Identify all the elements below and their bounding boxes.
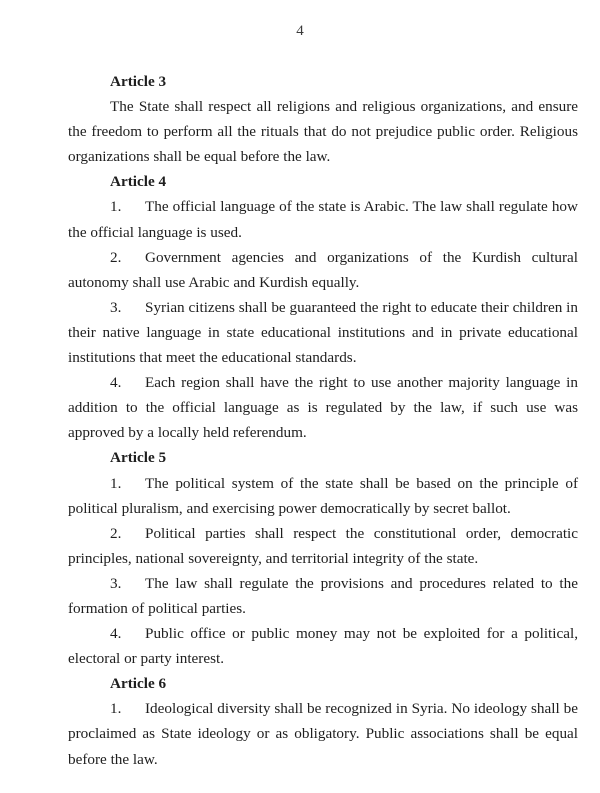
article-heading: Article 3	[110, 73, 167, 90]
paragraph	[68, 245, 578, 295]
item-number: 2.	[110, 524, 122, 542]
paragraph	[68, 571, 578, 621]
paragraph-text: The law shall regulate the provisions and procedures related to the formation of political parties.	[68, 574, 578, 617]
paragraph	[68, 295, 578, 370]
paragraph-text: Each region shall have the right to use another majority language in addition to the official language as is regulated by the law, if such use was approved by a locally held referendum.	[68, 374, 578, 442]
paragraph-text: Government agencies and organizations of the Kurdish cultural autonomy shall use Arabic and Kurdish equally.	[68, 248, 578, 291]
item-number: 1.	[110, 474, 122, 492]
paragraph	[68, 370, 578, 445]
article-section	[68, 671, 578, 771]
paragraph-text: Political parties shall respect the constitutional order, democratic principles, national sovereignty, and territorial integrity of the state.	[68, 524, 578, 567]
item-number: 4.	[110, 625, 122, 643]
article-section	[68, 169, 578, 445]
paragraph-text: The official language of the state is Arabic. The law shall regulate how the official language is used.	[68, 198, 578, 241]
paragraph	[68, 696, 578, 771]
document-body	[68, 69, 578, 772]
paragraph-text: Syrian citizens shall be guaranteed the right to educate their children in their native language in state educational institutions and in private educational institutions that meet the educational standards.	[68, 298, 578, 367]
paragraph	[68, 471, 578, 521]
paragraph	[68, 621, 578, 671]
paragraph	[68, 521, 578, 571]
item-number: 3.	[110, 298, 122, 316]
article-heading: Article 4	[110, 173, 167, 191]
paragraph-text: The political system of the state shall be based on the principle of political pluralism, and exercising power democratically by secret ballot.	[68, 474, 578, 517]
article-section	[68, 69, 578, 169]
paragraph	[68, 94, 578, 169]
paragraph-text: The State shall respect all religions and religious organizations, and ensure the freedom to perform all the rituals that do not prejudice public order. Religious organizations shall be equal before the law.	[68, 98, 578, 166]
article-heading: Article 5	[110, 449, 167, 467]
item-number: 3.	[110, 574, 122, 592]
item-number: 1.	[110, 198, 122, 216]
item-number: 4.	[110, 374, 122, 392]
article-section	[68, 445, 578, 671]
item-number: 2.	[110, 248, 122, 266]
item-number: 1.	[110, 700, 122, 718]
paragraph	[68, 194, 578, 244]
article-heading: Article 6	[110, 675, 167, 693]
page-number: 4	[296, 23, 304, 39]
paragraph-text: Public office or public money may not be exploited for a political, electoral or party interest.	[68, 625, 578, 668]
paragraph-text: Ideological diversity shall be recognized in Syria. No ideology shall be proclaimed as State ideology or as obligatory. Public associations shall be equal before the law.	[68, 700, 578, 768]
